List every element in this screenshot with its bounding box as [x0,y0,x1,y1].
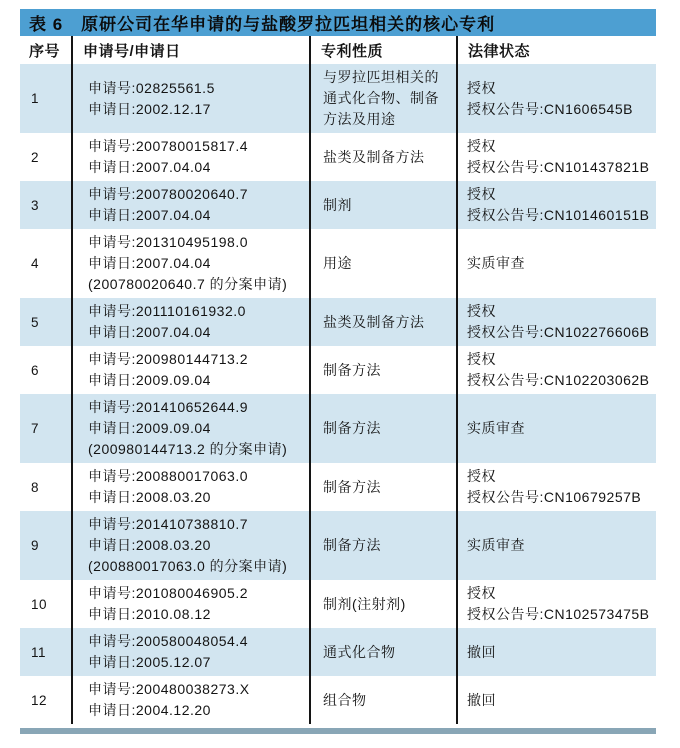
row-application [72,346,310,394]
row-status [457,298,656,346]
application-line: 申请号:200580048054.4 [88,633,248,649]
application-line: 申请日:2004.12.20 [88,702,211,718]
row-nature: 制备方法 [310,394,457,463]
row-nature: 用途 [310,229,457,298]
row-seq: 11 [31,644,47,660]
row-application [72,229,310,298]
row-status [457,394,656,463]
status-line: 撤回 [467,643,496,660]
col-header-application: 申请号/申请日 [72,36,310,64]
row-seq: 1 [31,91,40,106]
application-line: 申请号:200980144713.2 [88,351,248,367]
row-seq: 5 [31,314,40,330]
table-row [20,64,656,133]
application-line: 申请日:2007.04.04 [88,255,211,271]
row-nature: 盐类及制备方法 [310,133,457,181]
row-status [457,511,656,580]
status-line: 实质审查 [467,537,525,553]
table-row [20,511,656,580]
application-line: 申请日:2007.04.04 [88,324,211,340]
row-seq: 10 [31,596,48,612]
patent-table [20,9,656,734]
table-row [20,229,656,298]
status-line: 授权公告号:CN101460151B [467,207,650,223]
row-status [457,64,656,133]
status-line: 实质审查 [467,420,525,436]
application-line: 申请号:201410738810.7 [88,516,248,532]
row-status [457,346,656,394]
row-application [72,580,310,628]
table-row [20,394,656,463]
application-line: 申请日:2007.04.04 [88,159,211,175]
row-status [457,133,656,181]
application-line: 申请号:200880017063.0 [88,468,248,484]
status-line: 授权公告号:CN102203062B [467,372,650,388]
status-line: 授权 [467,186,496,202]
application-line: 申请号:200480038273.X [88,681,250,697]
application-line: 申请号:201310495198.0 [88,234,248,250]
status-line: 授权 [467,585,496,601]
table-row [20,346,656,394]
status-line: 授权 [467,79,496,96]
table-row [20,676,656,724]
status-line: 撤回 [467,691,496,708]
table-row [20,133,656,181]
row-application [72,394,310,463]
row-application [72,181,310,229]
status-line: 授权公告号:CN1606545B [467,100,633,117]
application-line: 申请号:02825561.5 [88,79,215,96]
row-status [457,676,656,724]
row-nature: 制备方法 [310,346,457,394]
application-line: (200880017063.0 的分案申请) [88,558,288,574]
row-application [72,463,310,511]
table-title-bar [20,9,656,36]
row-nature: 组合物 [310,676,457,724]
status-line: 实质审查 [467,255,525,271]
table-row [20,181,656,229]
col-header-seq: 序号 [29,43,61,60]
patent-table-grid [20,36,656,724]
row-application [72,511,310,580]
row-application [72,676,310,724]
status-line: 授权公告号:CN101437821B [467,159,650,175]
table-title: 表 6 原研公司在华申请的与盐酸罗拉匹坦相关的核心专利 [29,15,496,34]
table-row [20,628,656,676]
row-seq: 9 [31,538,40,553]
row-nature: 通式化合物 [310,628,457,676]
application-line: 申请日:2008.03.20 [88,489,211,505]
status-line: 授权 [467,138,496,154]
table-row [20,580,656,628]
header-row [20,36,656,64]
application-line: 申请日:2008.03.20 [88,537,211,553]
row-nature: 盐类及制备方法 [310,298,457,346]
row-seq: 8 [31,479,40,495]
row-seq: 4 [31,256,40,271]
application-line: 申请号:200780020640.7 [88,186,248,202]
row-status [457,463,656,511]
status-line: 授权公告号:CN10679257B [467,489,642,505]
row-application [72,133,310,181]
row-nature: 制剂 [310,181,457,229]
row-seq: 3 [31,197,40,213]
row-nature: 制剂(注射剂) [310,580,457,628]
table-row [20,463,656,511]
row-nature: 与罗拉匹坦相关的通式化合物、制备方法及用途 [310,64,457,133]
row-seq: 12 [31,692,48,708]
application-line: 申请号:201110161932.0 [88,303,246,319]
application-line: 申请号:201410652644.9 [88,399,248,415]
application-line: 申请日:2009.09.04 [88,420,211,436]
status-line: 授权 [467,303,496,319]
application-line: (200780020640.7 的分案申请) [88,276,288,292]
row-status [457,580,656,628]
row-status [457,181,656,229]
row-seq: 6 [31,362,40,378]
status-line: 授权 [467,468,496,484]
row-seq: 2 [31,149,40,165]
table-row [20,298,656,346]
row-nature: 制备方法 [310,511,457,580]
row-seq: 7 [31,421,40,436]
application-line: 申请号:201080046905.2 [88,585,248,601]
col-header-nature: 专利性质 [310,36,457,64]
row-application [72,628,310,676]
patent-table-body [20,64,656,724]
application-line: (200980144713.2 的分案申请) [88,441,288,457]
status-line: 授权公告号:CN102573475B [467,606,650,622]
row-application [72,64,310,133]
application-line: 申请日:2005.12.07 [88,654,211,670]
application-line: 申请号:200780015817.4 [88,138,248,154]
row-status [457,229,656,298]
application-line: 申请日:2010.08.12 [88,606,211,622]
table-bottom-border [20,728,656,734]
row-application [72,298,310,346]
status-line: 授权 [467,351,496,367]
application-line: 申请日:2007.04.04 [88,207,211,223]
application-line: 申请日:2009.09.04 [88,372,211,388]
status-line: 授权公告号:CN102276606B [467,324,650,340]
application-line: 申请日:2002.12.17 [88,100,211,117]
row-nature: 制备方法 [310,463,457,511]
row-status [457,628,656,676]
col-header-status: 法律状态 [457,36,656,64]
